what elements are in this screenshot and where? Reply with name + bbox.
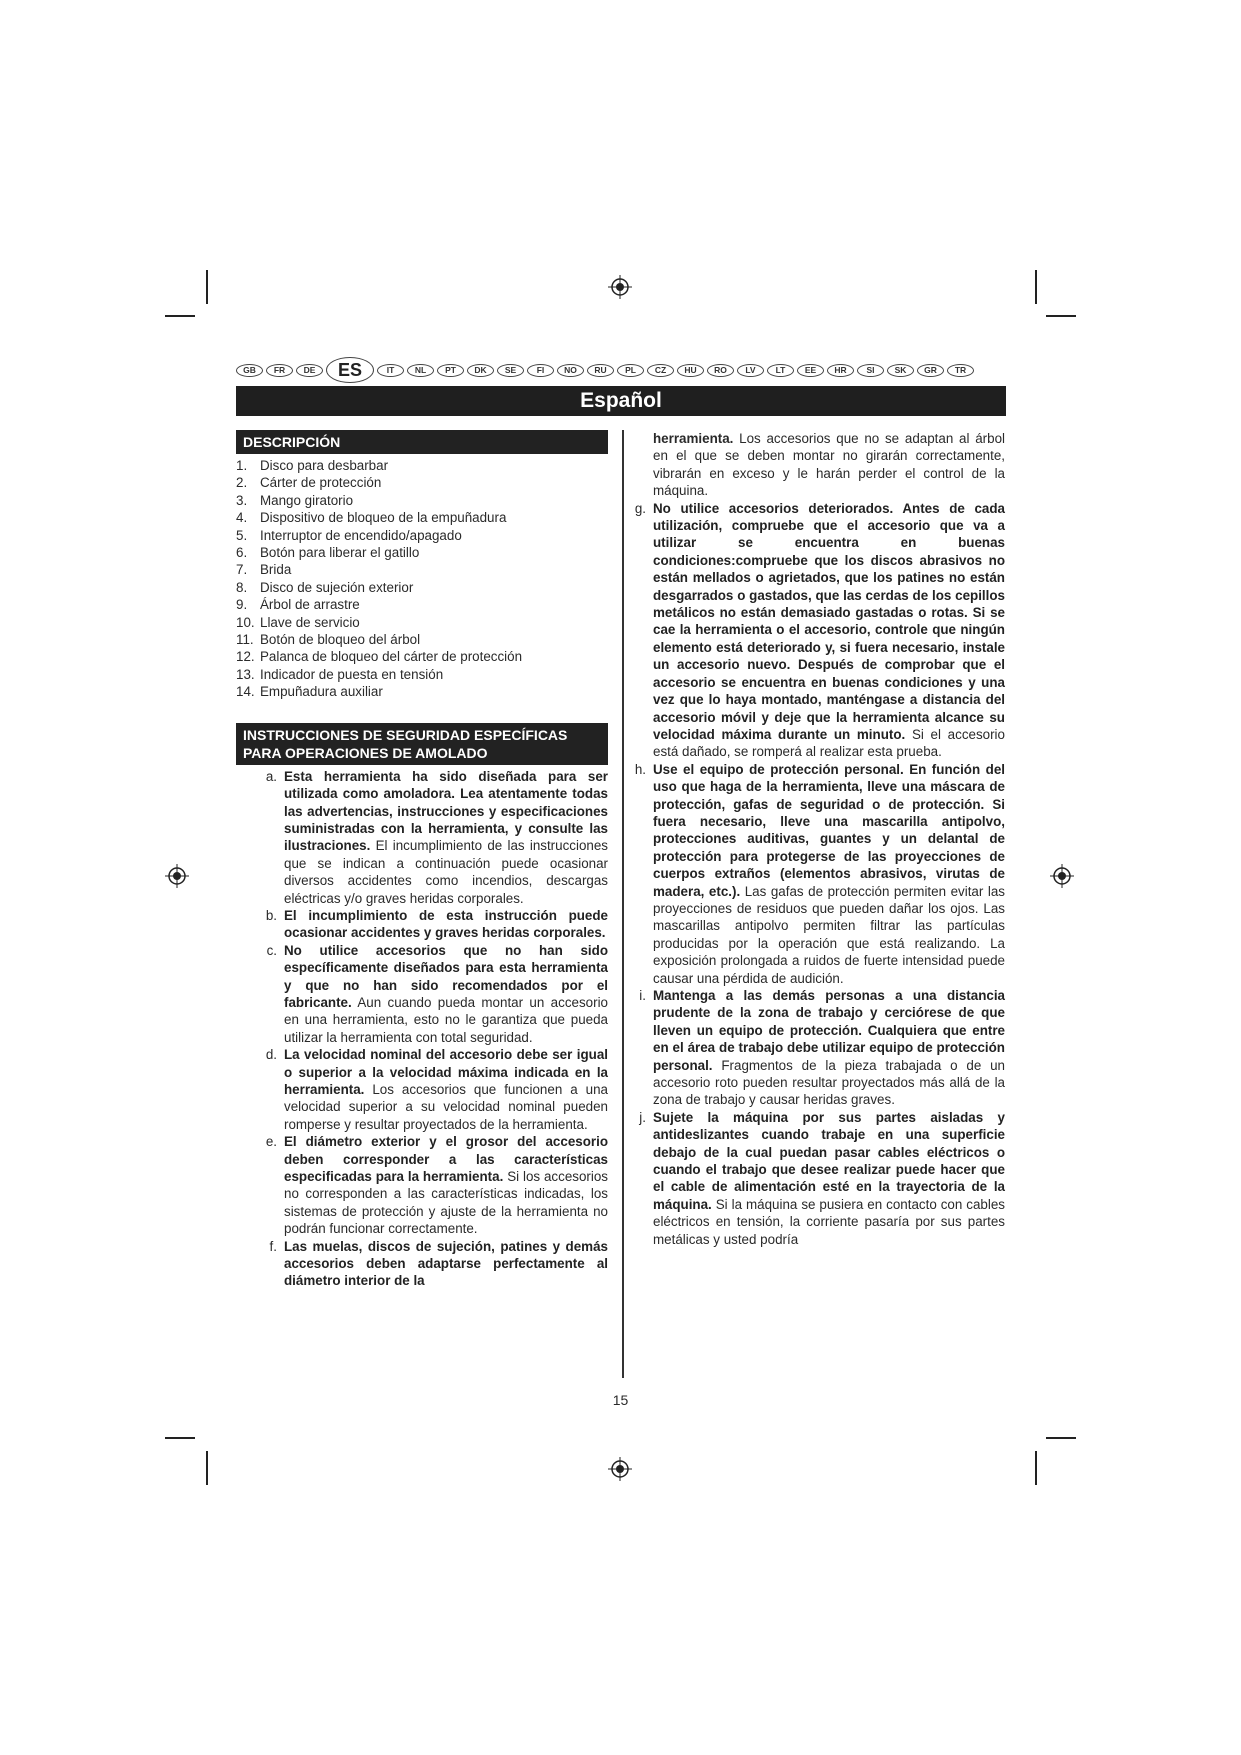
list-item-label: Disco de sujeción exterior — [260, 579, 414, 595]
list-item-label: Interruptor de encendido/apagado — [260, 527, 462, 543]
language-code-ee: EE — [797, 364, 824, 377]
safety-item-body — [653, 761, 1005, 987]
list-item-number: 11. — [236, 632, 254, 648]
safety-item-body — [284, 1133, 608, 1237]
crop-mark — [206, 270, 208, 304]
safety-item-bold: Las muelas, discos de sujeción, patines y demás accesorios deben adaptarse perfectamente al diámetro interior de la — [284, 1238, 608, 1289]
crop-mark — [1046, 315, 1076, 317]
registration-mark-icon — [608, 1457, 632, 1481]
registration-mark-icon — [1050, 864, 1074, 888]
safety-item — [260, 1238, 608, 1290]
language-code-tr: TR — [947, 364, 974, 377]
list-item — [236, 492, 608, 509]
safety-item-text: Los accesorios que no se adaptan al árbol en el que se deben montar no girarán correctamente, vibrarán en exceso y le harán perder el control de la máquina. — [653, 431, 1005, 499]
list-item — [236, 527, 608, 544]
language-code-hr: HR — [827, 364, 854, 377]
right-column — [634, 430, 1005, 1248]
list-item-label: Disco para desbarbar — [260, 458, 389, 473]
language-code-dk: DK — [467, 364, 494, 377]
language-code-it: IT — [377, 364, 404, 377]
safety-item-bold: No utilice accesorios que no han sido específicamente diseñados para esta herramienta y que no han sido recomendados por el fabricante. — [284, 942, 608, 1010]
list-item-label: Cárter de protección — [260, 475, 382, 491]
language-code-pl: PL — [617, 364, 644, 377]
list-item-label: Botón para liberar el gatillo — [260, 545, 420, 561]
safety-item-bold: El incumplimiento de esta instrucción puede ocasionar accidentes y graves heridas corporales. — [284, 907, 608, 941]
language-code-ru: RU — [587, 364, 614, 377]
safety-item-letter: f. — [269, 1238, 277, 1254]
crop-mark — [1035, 270, 1037, 304]
page-number: 15 — [612, 1392, 629, 1408]
safety-item — [629, 1109, 1005, 1248]
safety-item-letter: b. — [265, 907, 277, 923]
list-item-label: Palanca de bloqueo del cárter de protección — [260, 649, 523, 665]
list-item-number: 1. — [236, 458, 248, 473]
safety-item-text: El incumplimiento de las instrucciones que se indican a continuación puede ocasionar diversos accidentes como incendios, descargas eléctricas y/o graves heridas corporales. — [284, 838, 608, 906]
safety-item-body — [653, 1109, 1005, 1248]
safety-item-letter: e. — [265, 1134, 277, 1150]
language-code-no: NO — [557, 364, 584, 377]
list-item-number: 6. — [236, 545, 248, 561]
list-item-number: 8. — [236, 579, 248, 595]
list-item-label: Árbol de arrastre — [260, 597, 360, 613]
list-item-number: 5. — [236, 527, 248, 543]
safety-item-text: Si la máquina se pusiera en contacto con cables eléctricos en tensión, la corriente pasaría por sus partes metálicas y usted podría — [653, 1196, 1005, 1247]
safety-item-letter: j. — [639, 1109, 646, 1125]
list-item-label: Botón de bloqueo del árbol — [260, 632, 421, 648]
list-item — [236, 596, 608, 613]
safety-list-left — [236, 768, 608, 1290]
safety-item — [260, 768, 608, 907]
list-item-number: 7. — [236, 562, 248, 578]
safety-item-letter: h. — [634, 761, 646, 777]
list-item-number: 10. — [236, 614, 255, 630]
page-title: Español — [236, 386, 1006, 416]
safety-item-bold: La velocidad nominal del accesorio debe ser igual o superior a la velocidad máxima indicada en la herramienta. — [284, 1047, 608, 1097]
safety-item-text: Si los accesorios no corresponden a las características indicadas, los sistemas de protección y ajuste de la herramienta no podrán funcionar correctamente. — [284, 1169, 608, 1237]
language-code-sk: SK — [887, 364, 914, 377]
language-code-si: SI — [857, 364, 884, 377]
registration-mark-icon — [608, 275, 632, 299]
registration-mark-icon — [165, 864, 189, 888]
language-code-es: ES — [326, 357, 374, 383]
list-item-label: Indicador de puesta en tensión — [260, 666, 444, 682]
language-code-fi: FI — [527, 364, 554, 377]
column-divider — [622, 430, 624, 1378]
list-item-label: Brida — [260, 562, 292, 578]
safety-item-text: Las gafas de protección permiten evitar las proyecciones de residuos que pueden dañar los ojos. Las mascarillas antipolvo permiten filtrar las partículas producidas por la operación que está realizando. La exposición prolongada a ruidos de fuerte intensidad puede causar una pérdida de audición. — [653, 883, 1005, 986]
language-code-cz: CZ — [647, 364, 674, 377]
language-code-lt: LT — [767, 364, 794, 377]
safety-item-text: Fragmentos de la pieza trabajada o de un accesorio roto pueden resultar proyectados más allá de la zona de trabajo y causar heridas graves. — [653, 1057, 1005, 1108]
safety-item-bold: Sujete la máquina por sus partes aisladas y antideslizantes cuando trabaje en una superficie debajo de la cual puedan pasar cables eléctricos o cuando el trabajo que desee realizar puede hacer que el cable de alimentación esté en la trayectoria de la máquina. — [653, 1109, 1005, 1212]
list-item-label: Mango giratorio — [260, 492, 354, 508]
safety-item-body — [284, 907, 608, 942]
safety-item-letter: g. — [634, 500, 646, 516]
language-bar — [236, 356, 1006, 384]
list-item — [236, 666, 608, 683]
list-item-label: Llave de servicio — [260, 614, 360, 630]
list-item — [236, 579, 608, 596]
safety-item — [629, 761, 1005, 987]
safety-item-f-continued — [653, 430, 1005, 500]
section-heading-description: DESCRIPCIÓN — [236, 430, 608, 454]
safety-item-body — [284, 768, 608, 907]
list-item — [236, 474, 608, 491]
list-item-number: 2. — [236, 475, 248, 491]
language-code-fr: FR — [266, 364, 293, 377]
safety-list-right — [629, 500, 1005, 1248]
list-item — [236, 544, 608, 561]
safety-item-bold: No utilice accesorios deteriorados. Antes de cada utilización, compruebe que el accesorio que va a utilizar se encuentra en buenas condiciones:compruebe que los discos abrasivos no están mellados o agrietados, que los patines no están desgarrados o gastados, que las cerdas de los cepillos metálicos no están demasiado gastadas o rotas. Si se cae la herramienta o el accesorio, controle que ningún elemento está deteriorado y, si fuera necesario, instale un accesorio nuevo. Después de comprobar que el accesorio se encuentra en buenas condiciones y una vez que lo haya montado, manténgase a distancia del accesorio móvil y deje que la herramienta alcance su velocidad máxima durante un minuto. — [653, 500, 1005, 742]
safety-item-body — [284, 942, 608, 1046]
crop-mark — [1035, 1451, 1037, 1485]
language-code-gr: GR — [917, 364, 944, 377]
safety-item-bold: Esta herramienta ha sido diseñada para ser utilizada como amoladora. Lea atentamente todas las advertencias, instrucciones y especificaciones suministradas con la herramienta, y consulte las ilustraciones. — [284, 768, 608, 854]
safety-item-body — [284, 1046, 608, 1133]
safety-item-bold: Mantenga a las demás personas a una distancia prudente de la zona de trabajo y cerciórese de que lleven un equipo de protección. Cualquiera que entre en el área de trabajo debe utilizar equipo de protección personal. — [653, 988, 1005, 1073]
crop-mark — [206, 1451, 208, 1485]
list-item-number: 9. — [236, 597, 248, 613]
safety-item-bold: Use el equipo de protección personal. En función del uso que haga de la herramienta, lleve una máscara de protección, gafas de seguridad o de protección. Si fuera necesario, lleve una mascarilla antipolvo, protecciones auditivas, guantes y un delantal de protección para protegerse de las proyecciones de cuerpos extraños (elementos abrasivos, virutas de madera, etc.). — [653, 761, 1005, 899]
list-item-number: 3. — [236, 492, 248, 508]
crop-mark — [1046, 1437, 1076, 1439]
safety-item-text: Los accesorios que funcionen a una velocidad superior a su velocidad nominal pueden romperse y resultar proyectados de la herramienta. — [284, 1082, 608, 1132]
safety-item-body — [653, 987, 1005, 1109]
safety-item — [260, 907, 608, 942]
language-code-gb: GB — [236, 364, 263, 377]
list-item-number: 4. — [236, 510, 248, 526]
language-code-se: SE — [497, 364, 524, 377]
safety-item — [260, 1046, 608, 1133]
crop-mark — [165, 315, 195, 317]
safety-item-bold: El diámetro exterior y el grosor del accesorio deben corresponder a las características especificadas para la herramienta. — [284, 1134, 608, 1185]
safety-item — [629, 500, 1005, 761]
safety-item-text: Si el accesorio está dañado, se romperá al realizar esta prueba. — [653, 726, 1005, 760]
list-item — [236, 614, 608, 631]
list-item — [236, 631, 608, 648]
language-code-lv: LV — [737, 364, 764, 377]
list-item-number: 13. — [236, 666, 255, 682]
parts-list — [236, 457, 608, 701]
list-item-number: 14. — [236, 684, 255, 700]
safety-item-body — [284, 1238, 608, 1290]
list-item — [236, 561, 608, 578]
language-code-pt: PT — [437, 364, 464, 377]
safety-item-text: Aun cuando pueda montar un accesorio en una herramienta, esto no le garantiza que pueda utilizar la herramienta con total seguridad. — [284, 994, 608, 1045]
list-item-label: Dispositivo de bloqueo de la empuñadura — [260, 510, 507, 526]
safety-item-letter: d. — [265, 1047, 277, 1063]
section-heading-safety: INSTRUCCIONES DE SEGURIDAD ESPECÍFICAS PARA OPERACIONES DE AMOLADO — [236, 723, 608, 765]
list-item-number: 12. — [236, 649, 255, 665]
list-item — [236, 509, 608, 526]
safety-item-letter: a. — [265, 768, 277, 784]
language-code-nl: NL — [407, 364, 434, 377]
list-item — [236, 683, 608, 700]
safety-item — [629, 987, 1005, 1109]
safety-item-body — [653, 500, 1005, 761]
crop-mark — [165, 1437, 195, 1439]
left-column — [236, 430, 608, 1290]
safety-item — [260, 942, 608, 1046]
safety-item — [260, 1133, 608, 1237]
language-code-hu: HU — [677, 364, 704, 377]
list-item-label: Empuñadura auxiliar — [260, 684, 383, 700]
list-item — [236, 457, 608, 474]
safety-item-letter: c. — [266, 942, 277, 958]
language-code-de: DE — [296, 364, 323, 377]
safety-item-bold: herramienta. — [653, 431, 734, 446]
language-code-ro: RO — [707, 364, 734, 377]
list-item — [236, 648, 608, 665]
safety-item-letter: i. — [639, 988, 646, 1003]
